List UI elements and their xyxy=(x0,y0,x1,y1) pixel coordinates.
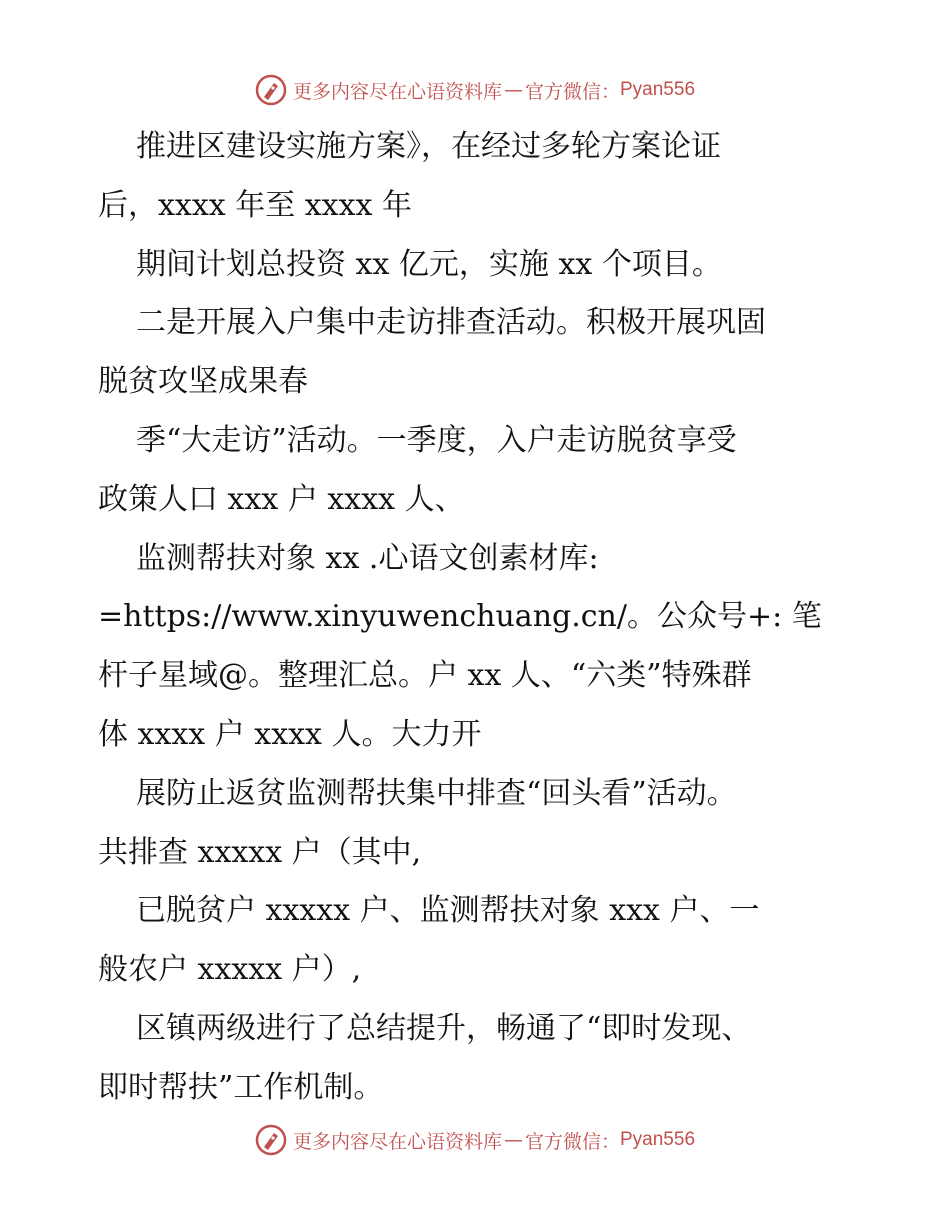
text-line: 期间计划总投资 xx 亿元，实施 xx 个项目。 xyxy=(136,246,722,282)
pen-nib-logo-icon xyxy=(255,74,287,106)
text-line: 监测帮扶对象 xx .心语文创素材库: xyxy=(136,540,599,576)
header-watermark-banner xyxy=(0,70,950,110)
banner-dash: — xyxy=(503,79,523,101)
document-body xyxy=(98,118,868,1118)
text-line: 体 xxxx 户 xxxx 人。大力开 xyxy=(98,716,482,752)
banner-slogan: 更多内容尽在心语资料库 xyxy=(292,1130,502,1153)
text-line: 脱贫攻坚成果春 xyxy=(98,364,308,400)
text-line: 后，xxxx 年至 xxxx 年 xyxy=(98,187,412,223)
text-line: 般农户 xxxxx 户）, xyxy=(98,952,362,988)
footer-watermark-banner xyxy=(0,1120,950,1160)
pen-nib-logo-icon xyxy=(255,1124,287,1156)
text-line: 杆子星域@。整理汇总。户 xx 人、“六类”特殊群 xyxy=(98,658,752,694)
text-line: 政策人口 xxx 户 xxxx 人、 xyxy=(98,481,465,517)
banner-wechat-label: 官方微信： xyxy=(524,1130,620,1153)
text-line: 推进区建设实施方案》，在经过多轮方案论证 xyxy=(136,129,721,164)
text-line: 二是开展入户集中走访排查活动。积极开展巩固 xyxy=(136,305,766,341)
text-line: 展防止返贫监测帮扶集中排查“回头看”活动。 xyxy=(136,775,737,811)
banner-wechat-id: Pyan556 xyxy=(620,1129,696,1150)
text-line: 已脱贫户 xxxxx 户、监测帮扶对象 xxx 户、一 xyxy=(136,893,760,929)
banner-dash: — xyxy=(503,1129,523,1151)
text-line: 共排查 xxxxx 户（其中, xyxy=(98,834,422,870)
banner-slogan: 更多内容尽在心语资料库 xyxy=(292,80,502,103)
text-line: =https://www.xinyuwenchuang.cn/。公众号+: 笔 xyxy=(98,599,822,635)
text-line: 区镇两级进行了总结提升，畅通了“即时发现、 xyxy=(136,1010,752,1046)
text-line: 即时帮扶”工作机制。 xyxy=(98,1069,384,1105)
banner-wechat-label: 官方微信： xyxy=(524,80,620,103)
text-line: 季“大走访”活动。一季度，入户走访脱贫享受 xyxy=(136,422,737,458)
banner-wechat-id: Pyan556 xyxy=(620,79,696,100)
